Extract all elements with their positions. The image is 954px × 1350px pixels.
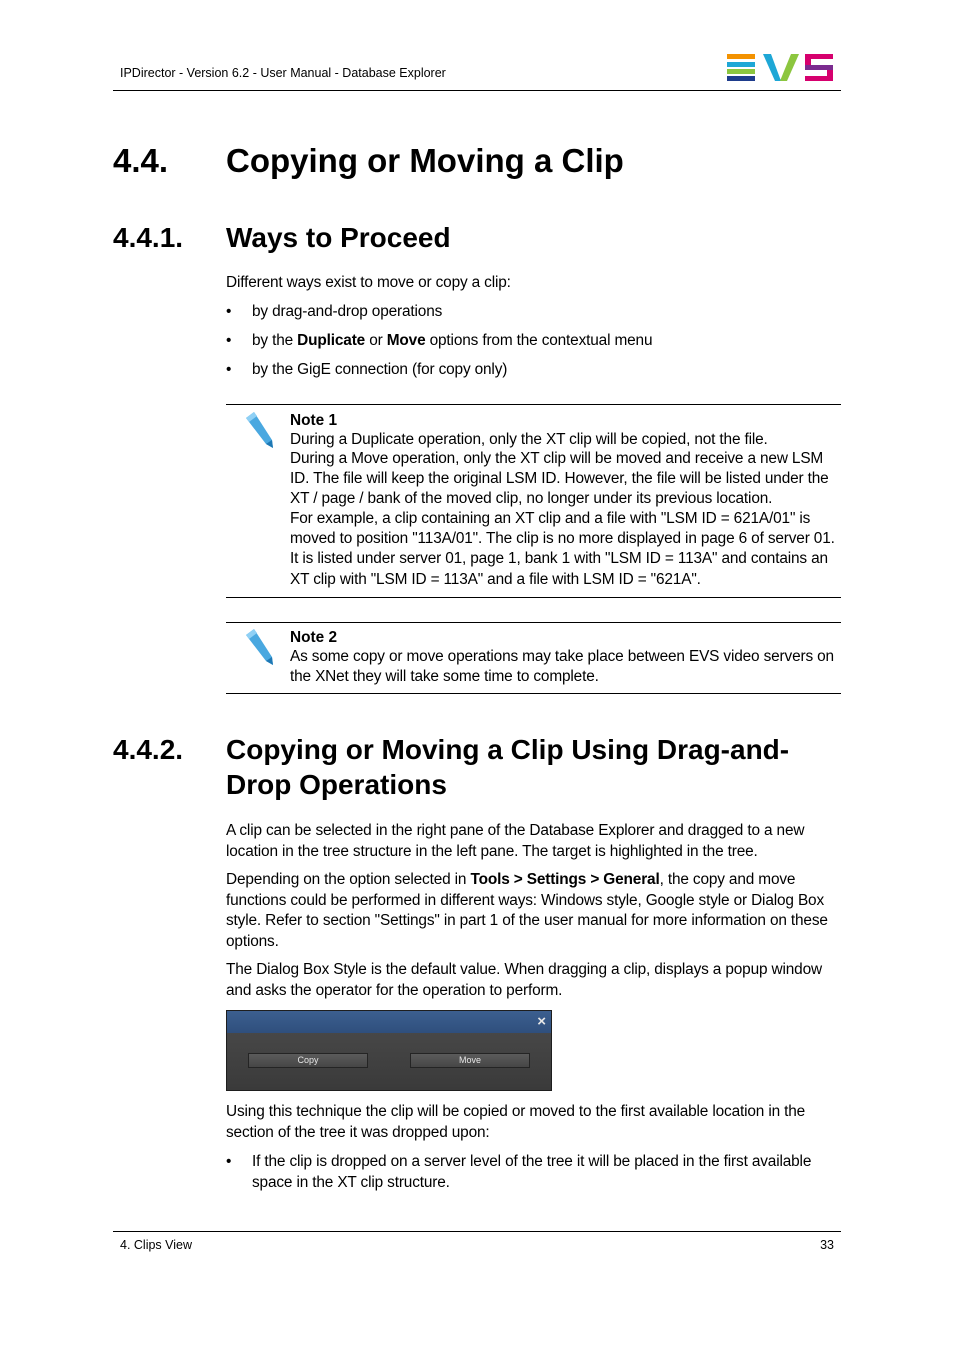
bullet-marker: • xyxy=(226,1153,232,1170)
duplicate-term: Duplicate xyxy=(297,332,366,349)
note1-para2: During a Move operation, only the XT clip will be moved and receive a new LSM ID. The file will keep the original LSM ID. However, the file will be listed under the XT / page / bank of the moved clip, no longer under its previous location. xyxy=(290,450,829,508)
move-term: Move xyxy=(386,332,426,349)
dragdrop-paragraph-2 xyxy=(226,870,841,952)
logo-s-bar-1 xyxy=(805,54,833,59)
dragdrop-paragraph-1: A clip can be selected in the right pane of the Database Explorer and dragged to a new location in the tree structure in the left pane. The target is highlighted in the tree. xyxy=(226,822,805,860)
note2-top-rule xyxy=(226,622,841,623)
bullet-text-mid: or xyxy=(365,332,387,349)
dragdrop-paragraph-4: Using this technique the clip will be copied or moved to the first available location in the section of the tree it was dropped upon: xyxy=(226,1103,806,1141)
bullet-marker: • xyxy=(226,332,232,349)
page-number: 33 xyxy=(820,1238,834,1252)
note1-para3: For example, a clip containing an XT clip and a file with "LSM ID = 621A/01" is moved to position "113A/01". The clip is no more displayed in page 6 of server 01. It is listed under server 01, page 1, bank 1 with "LSM ID = 113A" and contains an XT clip with "LSM ID = 113A" and a file with LSM ID = "621A". xyxy=(290,510,835,588)
logo-e-bar-2 xyxy=(727,62,755,67)
logo-s-bar-4 xyxy=(827,70,833,76)
logo-e-bar-1 xyxy=(727,54,755,59)
logo-s-bar-3 xyxy=(805,65,833,70)
section-number-4-4: 4.4. xyxy=(113,142,169,179)
bullet-text-pre: by the xyxy=(252,332,298,349)
pencil-note-icon xyxy=(240,627,276,667)
note2-bottom-rule xyxy=(226,693,841,694)
running-header: IPDirector - Version 6.2 - User Manual - Database Explorer xyxy=(120,66,446,80)
footer-rule xyxy=(113,1231,841,1232)
bullet-marker: • xyxy=(226,361,232,378)
dialog-body xyxy=(227,1033,551,1090)
dragdrop-paragraph-3: The Dialog Box Style is the default value. When dragging a clip, displays a popup window and asks the operator for the operation to perform. xyxy=(226,961,822,999)
close-icon[interactable]: × xyxy=(537,1013,546,1030)
header-rule xyxy=(113,90,841,91)
bullet-contextual-menu xyxy=(252,331,842,352)
logo-v-right xyxy=(780,54,799,81)
note2-title: Note 2 xyxy=(290,629,338,646)
move-button[interactable]: Move xyxy=(410,1053,530,1068)
pencil-note-icon xyxy=(240,410,276,450)
bullet-drag-drop: by drag-and-drop operations xyxy=(252,303,443,320)
footer-chapter: 4. Clips View xyxy=(120,1238,193,1252)
p2-post: , the copy and move functions could be performed in different ways: Windows style, Google style or Dialog Box style. Refer to section "Settings" in part 1 of the user manual for more information on these options. xyxy=(226,871,828,950)
note1-title: Note 1 xyxy=(290,412,338,429)
settings-path: Tools > Settings > General xyxy=(470,871,660,888)
logo-v-left xyxy=(763,54,781,81)
logo-s-bar-5 xyxy=(805,76,833,81)
note1-line1: During a Duplicate operation, only the XT clip will be copied, not the file. xyxy=(290,431,768,448)
bullet-server-level: If the clip is dropped on a server level of the tree it will be placed in the first available space in the XT clip structure. xyxy=(252,1153,812,1191)
bullet-marker: • xyxy=(226,303,232,320)
section-number-4-4-2: 4.4.2. xyxy=(113,734,184,765)
bullet-gige: by the GigE connection (for copy only) xyxy=(252,361,508,378)
p2-pre: Depending on the option selected in xyxy=(226,871,471,888)
section-number-4-4-1: 4.4.1. xyxy=(113,222,184,253)
note1-bottom-rule xyxy=(226,597,841,598)
evs-logo xyxy=(727,54,834,82)
section-title-4-4: Copying or Moving a Clip xyxy=(226,142,624,179)
copy-button[interactable]: Copy xyxy=(248,1053,368,1068)
section-title-4-4-2-line2: Drop Operations xyxy=(226,769,447,800)
copy-move-dialog xyxy=(226,1010,552,1091)
bullet-text-post: options from the contextual menu xyxy=(425,332,653,349)
note2-body: As some copy or move operations may take place between EVS video servers on the XNet they will take some time to complete. xyxy=(290,648,834,686)
logo-e-bar-4 xyxy=(727,76,755,81)
logo-e-bar-3 xyxy=(727,69,755,74)
section-title-4-4-1: Ways to Proceed xyxy=(226,222,451,253)
note1-top-rule xyxy=(226,404,841,405)
intro-paragraph: Different ways exist to move or copy a clip: xyxy=(226,274,511,291)
dialog-titlebar xyxy=(227,1011,551,1033)
section-title-4-4-2-line1: Copying or Moving a Clip Using Drag-and- xyxy=(226,734,790,765)
logo-s-bar-2 xyxy=(805,59,811,65)
